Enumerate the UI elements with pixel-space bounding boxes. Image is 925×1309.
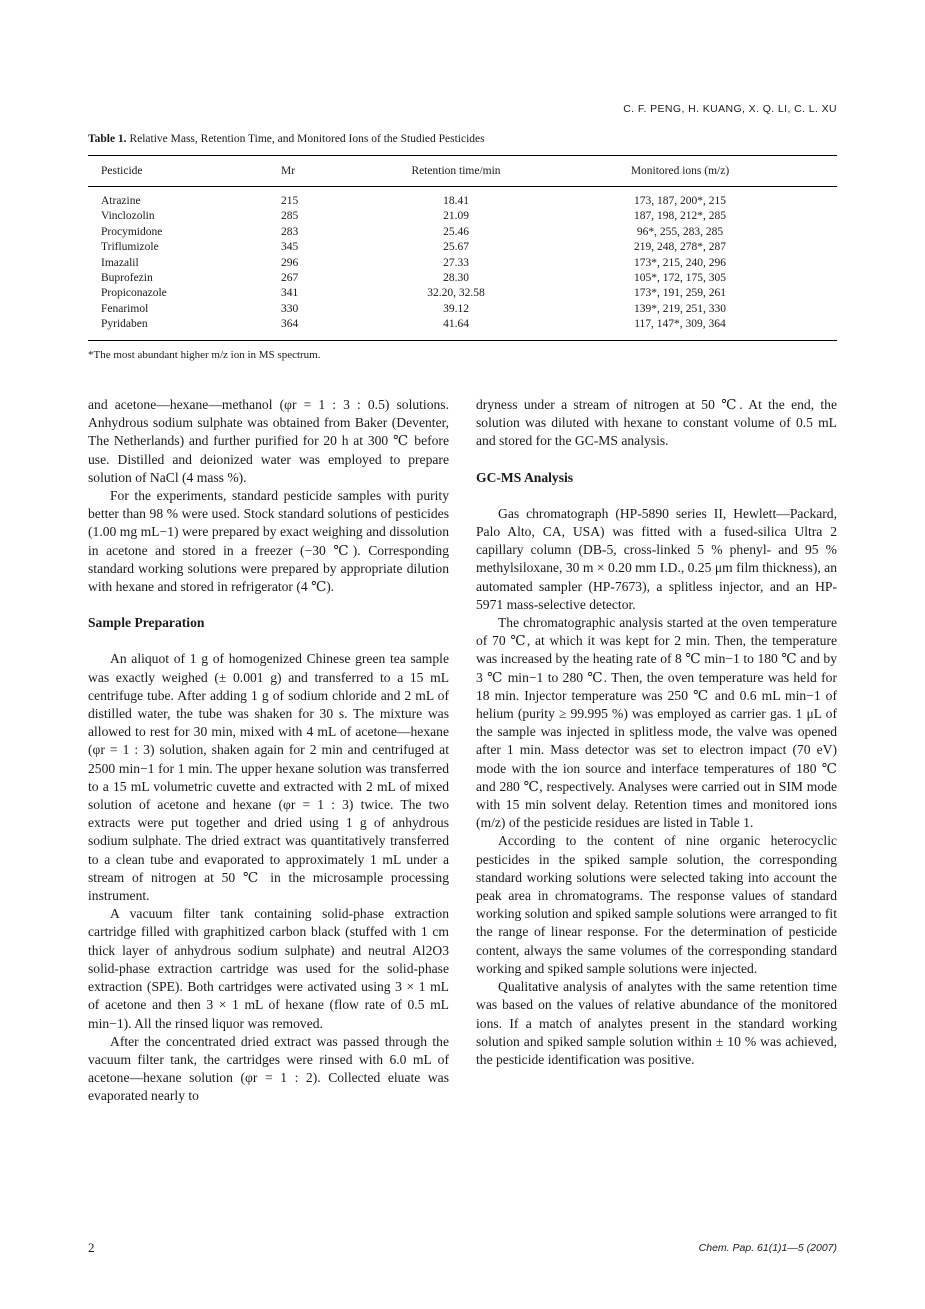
cell-ions: 173*, 191, 259, 261 xyxy=(634,287,726,300)
cell-retention: 41.64 xyxy=(443,318,469,331)
cell-pesticide: Pyridaben xyxy=(101,318,148,331)
table-top-rule xyxy=(88,155,837,156)
paragraph: and acetone—hexane—methanol (φr = 1 : 3 : 0.5) solutions. Anhydrous sodium sulphate was obtained from Baker (Deventer, The Netherlands) and further purified for 20 h at 300 ℃ before use. Distilled and deionized water was employed to prepare solution of NaCl (4 mass %). xyxy=(88,397,449,485)
paragraph: A vacuum filter tank containing solid-phase extraction cartridge filled with graphitized carbon black (stuffed with 1 cm thick layer of anhydrous sodium sulphate) and neutral Al2O3 solid-phase extraction cartridge was used for the solid-phase extraction (SPE). Both cartridges were activated using 3 × 1 mL of acetone and then 3 × 1 mL of hexane (flow rate of 0.5 mL min−1). All the rinsed liquor was removed. xyxy=(88,906,449,1031)
cell-pesticide: Buprofezin xyxy=(101,272,153,284)
cell-ions: 173*, 215, 240, 296 xyxy=(634,256,726,269)
right-text-column xyxy=(476,396,837,1069)
cell-mr: 345 xyxy=(281,241,299,254)
page-number: 2 xyxy=(88,1240,95,1255)
cell-retention: 21.09 xyxy=(443,210,469,223)
cell-mr: 267 xyxy=(281,272,299,284)
table-bottom-rule xyxy=(88,340,837,341)
paragraph: After the concentrated dried extract was passed through the vacuum filter tank, the cartridges were rinsed with 6.0 mL of acetone—hexane solution (φr = 1 : 2). Collected eluate was evaporated nearly to xyxy=(88,1033,449,1104)
table-row xyxy=(88,257,837,273)
cell-pesticide: Propiconazole xyxy=(101,287,167,300)
cell-retention: 39.12 xyxy=(443,302,469,315)
journal-reference-text: Chem. Pap. 61(1)1—5 (2007) xyxy=(698,1242,837,1254)
table-row xyxy=(88,318,837,334)
cell-ions: 105*, 172, 175, 305 xyxy=(634,272,726,284)
table-footnote: *The most abundant higher m/z ion in MS spectrum. xyxy=(88,349,321,361)
table-row xyxy=(88,303,837,319)
running-head: C. F. PENG, H. KUANG, X. Q. LI, C. L. XU xyxy=(623,103,837,115)
table-row xyxy=(88,210,837,226)
cell-pesticide: Triflumizole xyxy=(101,241,159,254)
cell-ions: 187, 198, 212*, 285 xyxy=(634,210,726,223)
cell-mr: 215 xyxy=(281,195,299,207)
table-row xyxy=(88,272,837,288)
cell-mr: 341 xyxy=(281,287,299,300)
cell-retention: 25.46 xyxy=(443,225,469,238)
cell-retention: 18.41 xyxy=(443,195,469,207)
paragraph: An aliquot of 1 g of homogenized Chinese green tea sample was exactly weighed (± 0.001 g) and transferred to a 15 mL centrifuge tube. After adding 1 g of sodium chloride and 2 mL of distilled water, the tube was shaken for 30 s. The mixture was allowed to rest for 30 min, mixed with 4 mL of acetone—hexane (φr = 1 : 3) solution, shaken again for 2 min and centrifuged at 2500 min−1 for 1 min. The upper hexane solution was transferred to a 15 mL volumetric cuvette and extracted with 2 mL of mixed solution of acetone and hexane (φr = 1 : 3) twice. The two extracts were put together and dried using 1 g of anhydrous sodium sulphate. The dried extract was quantitatively transferred to a clean tube and evaporated to approximately 1 mL under a stream of nitrogen at 50 ℃ in the microsample processing instrument. xyxy=(88,651,449,904)
paragraph: For the experiments, standard pesticide samples with purity better than 98 % were used. Stock standard solutions of pesticides (1.00 mg mL−1) were prepared by exact weighing and dissolution in acetone and stored in a freezer (−30 ℃). Corresponding standard working solutions were prepared by appropriate dilution with hexane and stored in refrigerator (4 ℃). xyxy=(88,488,449,595)
table-header-retention: Retention time/min xyxy=(411,165,501,177)
cell-retention: 27.33 xyxy=(443,256,469,269)
table-row xyxy=(88,287,837,303)
cell-pesticide: Atrazine xyxy=(101,195,141,207)
cell-ions: 139*, 219, 251, 330 xyxy=(634,302,726,315)
cell-ions: 173, 187, 200*, 215 xyxy=(634,195,726,207)
cell-pesticide: Fenarimol xyxy=(101,302,149,315)
table-row xyxy=(88,226,837,242)
table-header-pesticide: Pesticide xyxy=(101,165,143,177)
cell-retention: 28.30 xyxy=(443,272,469,284)
cell-ions: 219, 248, 278*, 287 xyxy=(634,241,726,254)
table-header-ions: Monitored ions (m/z) xyxy=(630,165,730,177)
cell-mr: 283 xyxy=(281,225,299,238)
journal-reference xyxy=(699,1242,837,1254)
table-caption-text: Relative Mass, Retention Time, and Monitored Ions of the Studied Pesticides xyxy=(129,133,485,145)
cell-mr: 285 xyxy=(281,210,299,223)
cell-mr: 330 xyxy=(281,302,299,315)
cell-ions: 96*, 255, 283, 285 xyxy=(636,225,724,238)
cell-pesticide: Imazalil xyxy=(101,256,139,269)
paragraph: Gas chromatograph (HP-5890 series II, Hewlett—Packard, Palo Alto, CA, USA) was fitted with a fused-silica Ultra 2 capillary column (DB-5, cross-linked 5 % phenyl- and 95 % methylsiloxane, 30 m × 0.20 mm I.D., 0.25 μm film thickness), an automated sampler (HP-7673), a splitless injector, and an HP-5971 mass-selective detector. xyxy=(476,505,837,612)
cell-retention: 32.20, 32.58 xyxy=(427,287,485,300)
cell-mr: 364 xyxy=(281,318,299,331)
left-text-column xyxy=(88,396,449,1106)
cell-retention: 25.67 xyxy=(443,241,469,254)
table-caption-label: Table 1. xyxy=(88,133,127,145)
cell-ions: 117, 147*, 309, 364 xyxy=(634,318,726,331)
section-heading: GC-MS Analysis xyxy=(476,469,574,485)
paragraph: dryness under a stream of nitrogen at 50 ℃. At the end, the solution was diluted with hexane to constant volume of 0.5 mL and stored for the GC-MS analysis. xyxy=(476,397,837,449)
table-header-rule xyxy=(88,186,837,187)
paragraph: According to the content of nine organic heterocyclic pesticides in the spiked sample solution, the corresponding standard working solutions were selected taking into account the peak area in chromatograms. The response values of standard working solution and spiked sample solutions were arranged to fit the range of linear response. For the determination of pesticide content, always the same volumes of the corresponding standard working and spiked sample solutions were injected. xyxy=(476,833,837,976)
table-header-mr: Mr xyxy=(281,165,296,177)
cell-pesticide: Vinclozolin xyxy=(101,210,155,223)
section-heading: Sample Preparation xyxy=(88,615,205,631)
cell-mr: 296 xyxy=(281,256,299,269)
table-row xyxy=(88,241,837,257)
paragraph: Qualitative analysis of analytes with the same retention time was based on the values of relative abundance of the monitored ions. If a match of analytes present in the standard working solution and spiked sample solution within ± 10 % was achieved, the pesticide identification was positive. xyxy=(476,979,837,1067)
table-caption xyxy=(88,133,837,145)
paragraph: The chromatographic analysis started at the oven temperature of 70 ℃, at which it was kept for 2 min. Then, the temperature was increased by the heating rate of 8 ℃ min−1 to 180 ℃ and by 3 ℃ min−1 to 280 ℃. Then, the oven temperature was held for 18 min. Injector temperature was 250 ℃ and 0.6 mL min−1 of helium (purity ≥ 99.995 %) was employed as carrier gas. 1 μL of the sample was injected in splitless mode, the valve was opened after 1 min. Mass detector was set to electron impact (70 eV) mode with the ion source and interface temperatures of 180 ℃ and 280 ℃, respectively. Analyses were carried out in SIM mode with 15 min solvent delay. Retention times and monitored ions (m/z) of the pesticide residues are listed in Table 1. xyxy=(476,615,837,831)
cell-pesticide: Procymidone xyxy=(101,225,163,238)
table-row xyxy=(88,195,837,211)
